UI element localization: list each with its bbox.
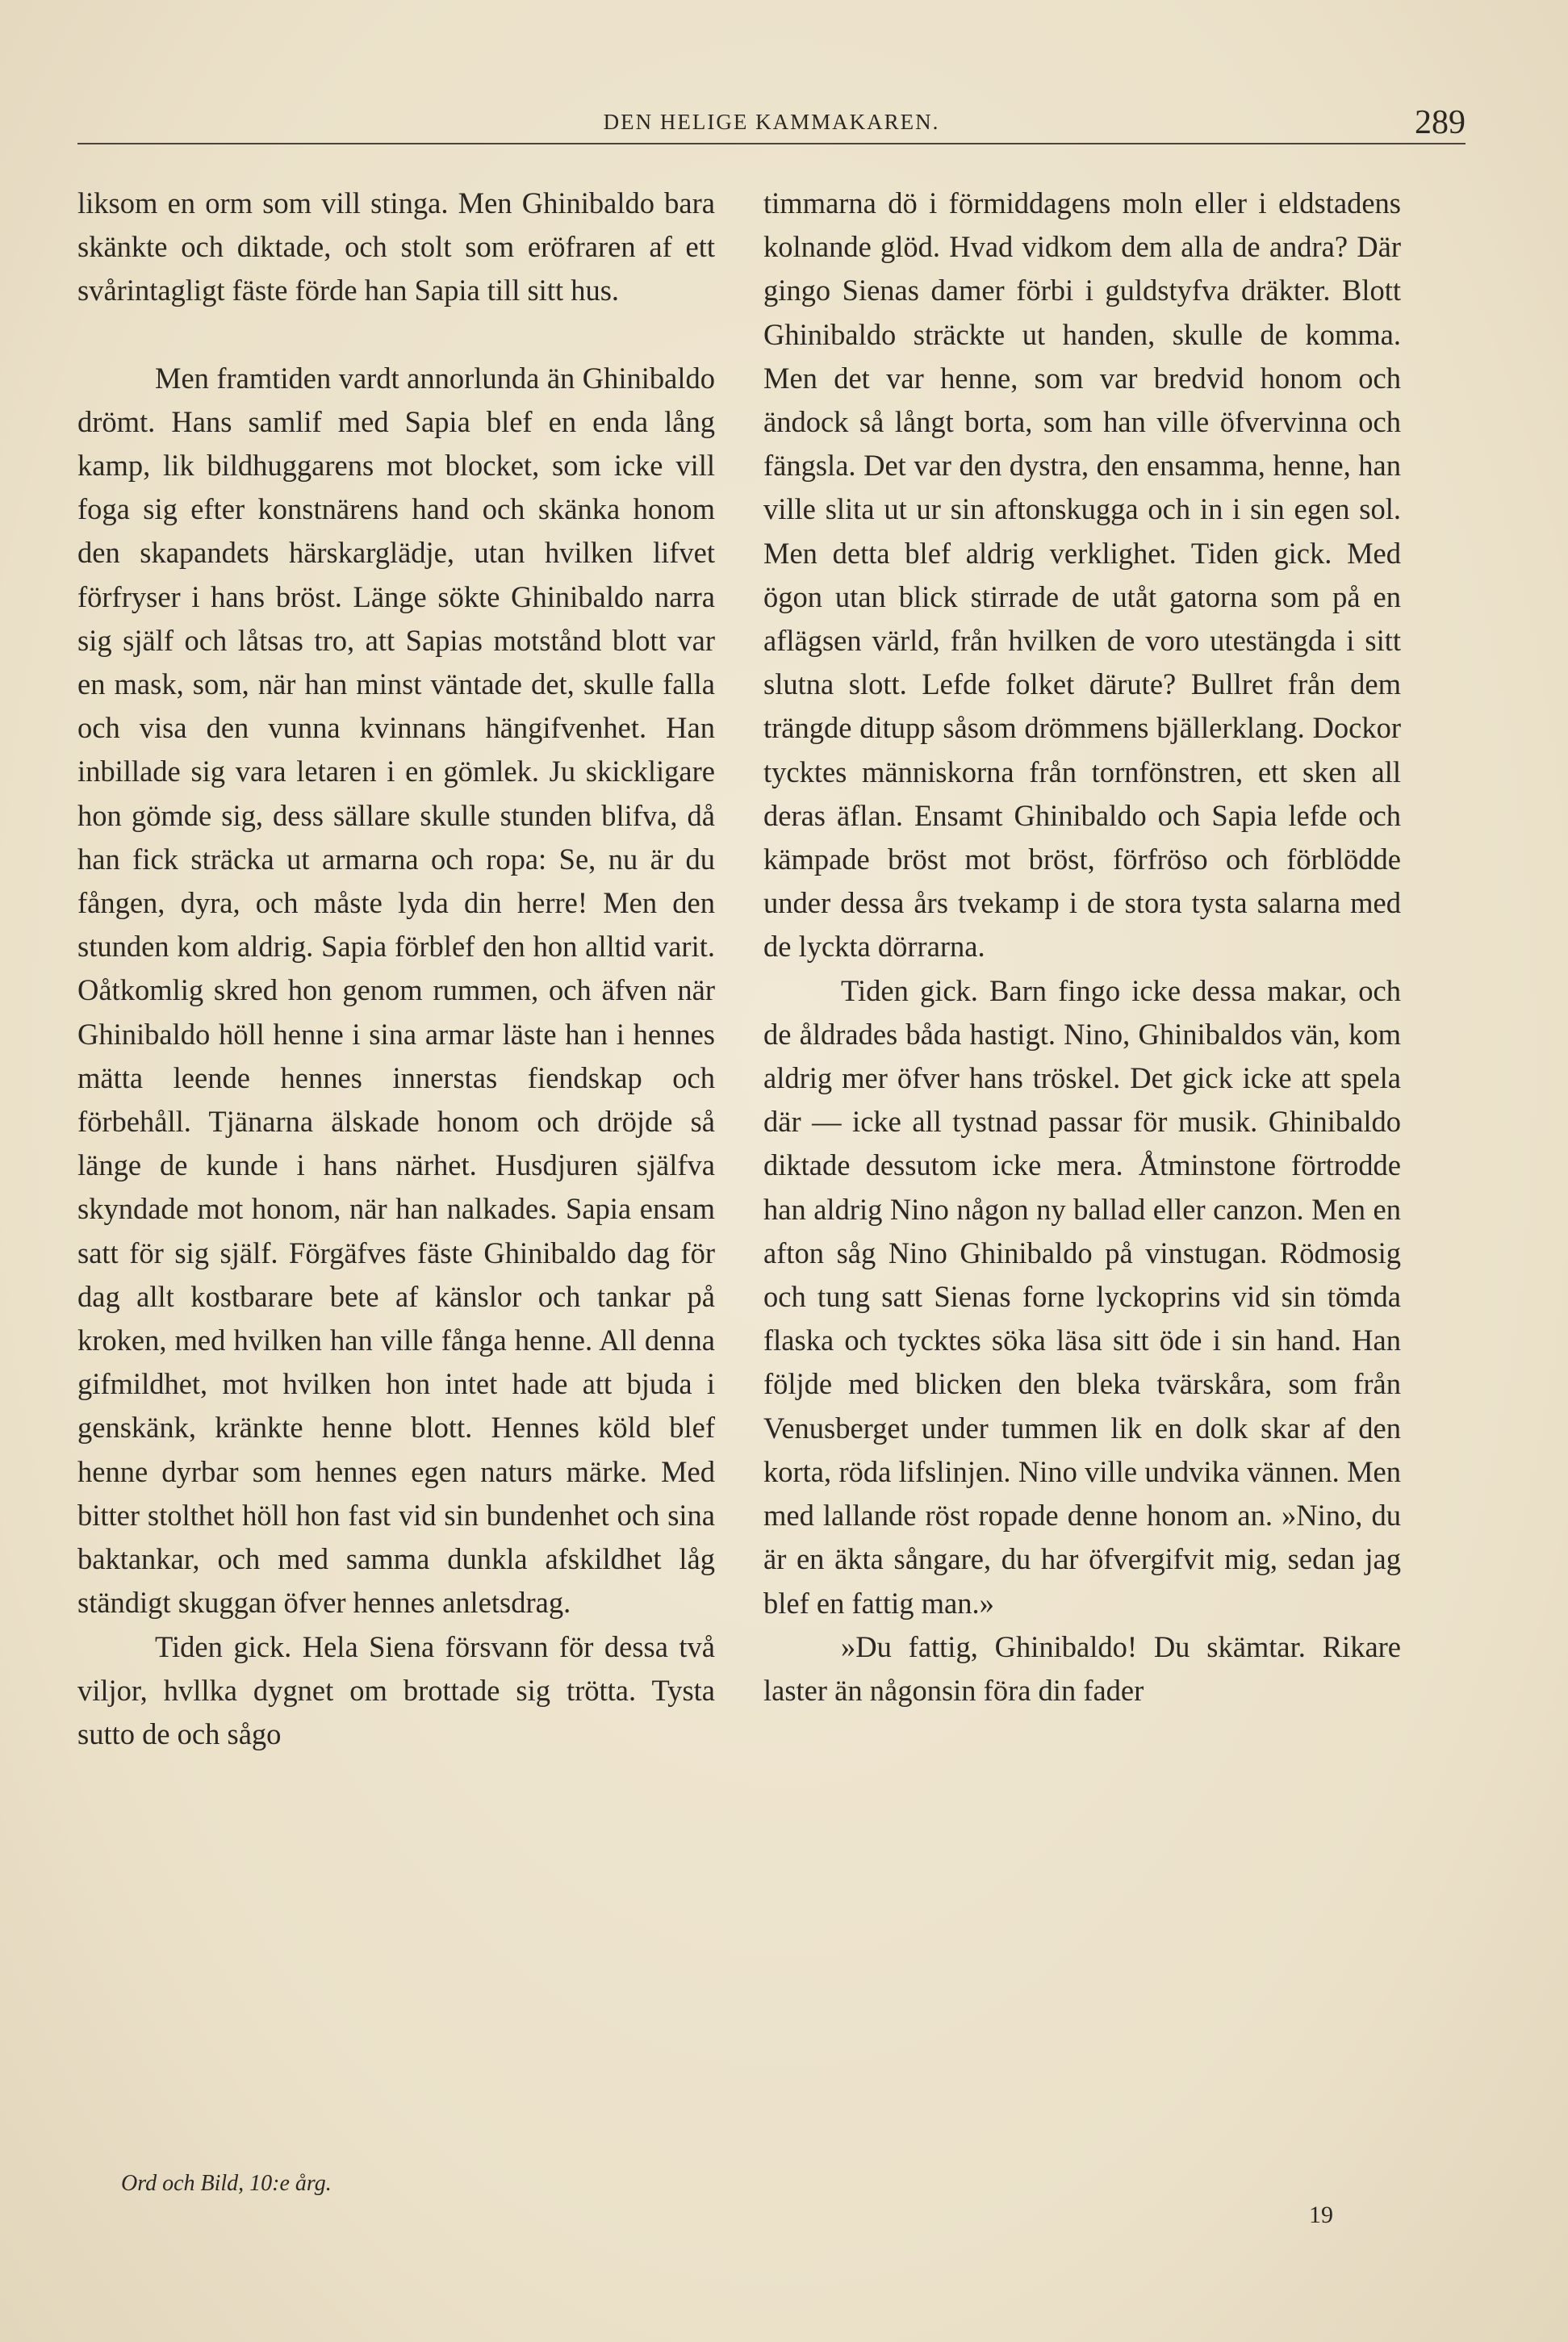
left-paragraph-3: Tiden gick. Hela Siena försvann för dessa två viljor, hvllka dygnet om brottade sig trötta. Tysta sutto de och sågo [77, 1629, 715, 1750]
page-header [77, 103, 1466, 152]
right-paragraph-1: timmarna dö i förmiddagens moln eller i eldstadens kolnande glöd. Hvad vidkom dem alla de andra? Där gingo Sienas damer förbi i guldstyfva dräkter. Blott Ghinibaldo sträckte ut handen, skulle de komma. Men det var henne, som var bredvid honom och ändock så långt borta, som han ville öfvervinna och fängsla. Det var den dystra, den ensamma, henne, han ville slita ut ur sin aftonskugga och in i sin egen sol. Men detta blef aldrig verklighet. Tiden gick. Med ögon utan blick stirrade de utåt gatorna som på en aflägsen värld, från hvilken de voro utestängda i sitt slutna slott. Lefde folket därute? Bullret från dem trängde ditupp såsom drömmens bjällerklang. Dockor tycktes människorna från tornfönstren, ett sken all deras äflan. Ensamt Ghinibaldo och Sapia lefde och kämpade bröst mot bröst, förfröso och förblödde under dessa års tvekamp i de stora tysta salarna med de lyckta dörrarna. [763, 186, 1401, 964]
footer-source: Ord och Bild, 10:e årg. [121, 2171, 332, 2196]
signature-mark: 19 [1309, 2202, 1333, 2228]
left-paragraph-1: liksom en orm som vill stinga. Men Ghinibaldo bara skänkte och diktade, och stolt som eröfraren af ett svårintagligt fäste förde han Sapia till sitt hus. [77, 186, 715, 307]
page-number: 289 [1415, 104, 1466, 141]
right-column [763, 182, 1401, 1713]
left-paragraph-2: Men framtiden vardt annorlunda än Ghinibaldo drömt. Hans samlif med Sapia blef en enda lång kamp, lik bildhuggarens mot blocket, som icke vill foga sig efter konstnärens hand och skänka honom den skapandets härskarglädje, utan hvilken lifvet förfryser i hans bröst. Länge sökte Ghinibaldo narra sig själf och låtsas tro, att Sapias motstånd blott var en mask, som, när han minst väntade det, skulle falla och visa den vunna kvinnans hängifvenhet. Han inbillade sig vara letaren i en gömlek. Ju skickligare hon gömde sig, dess sällare skulle stunden blifva, då han fick sträcka ut armarna och ropa: Se, nu är du fången, dyra, och måste lyda din herre! Men den stunden kom aldrig. Sapia förblef den hon alltid varit. Oåtkomlig skred hon genom rummen, och äfven när Ghinibaldo höll henne i sina armar läste han i hennes mätta leende hennes innerstas fiendskap och förbehåll. Tjänarna älskade honom och dröjde så länge de kunde i hans närhet. Husdjuren själfva skyndade mot honom, när han nalkades. Sapia ensam satt för sig själf. Förgäfves fäste Ghinibaldo dag för dag allt kostbarare bete af känslor och tankar på kroken, med hvilken han ville fånga henne. All denna gifmildhet, mot hvilken hon intet hade att bjuda i genskänk, kränkte henne blott. Hennes köld blef henne dyrbar som hennes egen naturs märke. Med bitter stolthet höll hon fast vid sin bundenhet och sina baktankar, och med samma dunkla afskildhet låg ständigt skuggan öfver hennes anletsdrag. [77, 361, 715, 1620]
header-rule [77, 143, 1466, 144]
right-paragraph-3: »Du fattig, Ghinibaldo! Du skämtar. Rikare laster än någonsin föra din fader [763, 1629, 1401, 1707]
left-column [77, 182, 715, 1756]
running-title: DEN HELIGE KAMMAKAREN. [603, 110, 940, 134]
right-paragraph-2: Tiden gick. Barn fingo icke dessa makar, och de åldrades båda hastigt. Nino, Ghinibaldos vän, kom aldrig mer öfver hans tröskel. Det gick icke att spela där — icke all tystnad passar för musik. Ghinibaldo diktade dessutom icke mera. Åtminstone förtrodde han aldrig Nino någon ny ballad eller canzon. Men en afton såg Nino Ghinibaldo på vinstugan. Rödmosig och tung satt Sienas forne lyckoprins vid sin tömda flaska och tycktes söka läsa sitt öde i sin hand. Han följde med blicken den bleka tvärskåra, som från Venusberget under tummen lik en dolk skar af den korta, röda lifslinjen. Nino ville undvika vännen. Men med lallande röst ropade denne honom an. »Nino, du är en äkta sångare, du har öfvergifvit mig, sedan jag blef en fattig man.» [763, 973, 1401, 1620]
